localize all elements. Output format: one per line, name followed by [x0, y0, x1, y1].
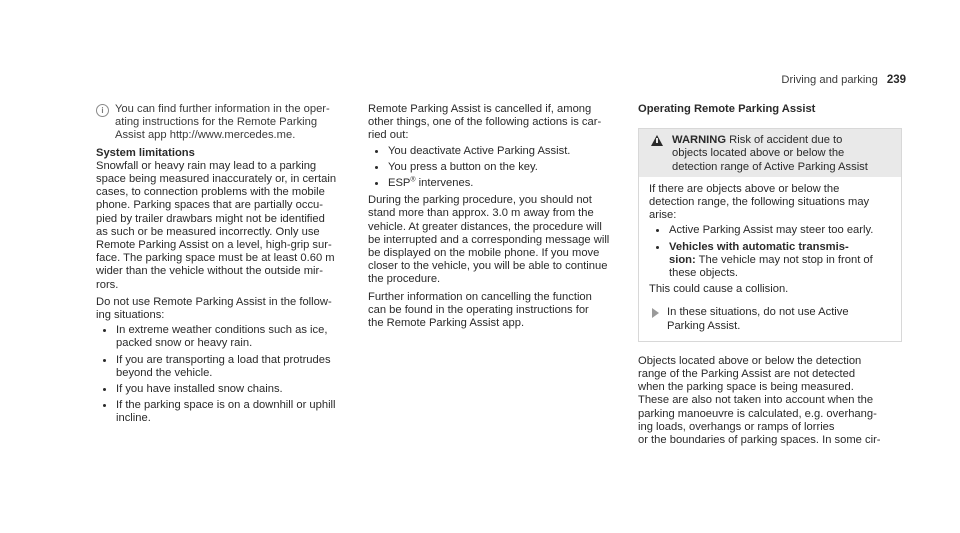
list-item: You press a button on the key. — [368, 161, 630, 174]
warning-body-text: If there are objects above or below the detection range, the following situations may arise: — [649, 182, 870, 222]
warning-title: WARNING Risk of accident due to objects located above or below the detection range of Active Parking Assist — [672, 134, 868, 173]
info-note-text: You can find further information in the oper- ating instructions for the Remote Parking Assist app http://www.mercedes.me. — [115, 103, 330, 142]
operating-title: Operating Remote Parking Assist — [638, 103, 816, 115]
info-icon: i — [96, 104, 109, 117]
list-item: ESP® intervenes. — [368, 177, 630, 190]
column-3 — [638, 103, 902, 447]
warning-header — [639, 129, 901, 177]
warning-box — [638, 128, 902, 342]
cancel-actions-list — [368, 145, 630, 191]
info-note — [96, 103, 358, 143]
page-number: 239 — [886, 74, 906, 86]
list-item: If the parking space is on a downhill or uphill incline. — [96, 399, 358, 425]
list-item: You deactivate Active Parking Assist. — [368, 145, 630, 158]
list-item: If you have installed snow chains. — [96, 383, 358, 396]
do-not-use-paragraph: Do not use Remote Parking Assist in the follow- ing situations: — [96, 295, 332, 322]
cancel-intro: Remote Parking Assist is cancelled if, among other things, one of the following actions is car- ried out: — [368, 103, 602, 142]
consequence-text: This could cause a collision. — [649, 283, 789, 296]
section-title: Driving and parking — [781, 74, 878, 86]
distance-paragraph: During the parking procedure, you should not stand more than approx. 3.0 m away from the vehicle. At greater distances, the procedure will be interrupted and a corresponding message will be displayed on the mobile phone. If you move closer to the vehicle, you will be able to continue the procedure. — [368, 194, 610, 286]
system-limitations-paragraph: Snowfall or heavy rain may lead to a parking space being measured inaccurately or, in certain cases, to connection problems with the mobile phone. Parking spaces that are partially occu- pied by trailer drawbars might not be identified as such or be measured incorrectly. Only use Remote Parking Assist on a level, high-grip sur- face. The parking space must be at least 0.60 m wider than the vehicle without the outside mir- rors. — [96, 159, 337, 291]
situations-list — [96, 324, 358, 425]
action-arrow-icon — [652, 308, 659, 318]
warning-body — [639, 177, 901, 341]
column-2 — [368, 103, 630, 330]
list-item: Vehicles with automatic transmis- sion: The vehicle may not stop in front of these objects. — [649, 241, 891, 281]
further-info-paragraph: Further information on cancelling the function can be found in the operating instructions for the Remote Parking Assist app. — [368, 290, 592, 330]
action-step — [649, 306, 891, 332]
warning-triangle-icon — [651, 135, 663, 146]
list-item: Active Parking Assist may steer too early. — [649, 224, 891, 237]
action-text: In these situations, do not use Active Parking Assist. — [667, 306, 849, 332]
detection-paragraph: Objects located above or below the detection range of the Parking Assist are not detected when the parking space is being measured. These are also not taken into account when the parking manoeuvre is calculated, e.g. overhang- ing loads, overhangs or ramps of lorries or the boundaries of parking spaces. In some cir- — [638, 354, 881, 447]
page-header — [781, 74, 906, 87]
warning-list — [649, 224, 891, 280]
list-item: In extreme weather conditions such as ice, packed snow or heavy rain. — [96, 324, 358, 350]
column-1 — [96, 103, 358, 429]
system-limitations-heading: System limitations — [96, 146, 195, 159]
list-item: If you are transporting a load that protrudes beyond the vehicle. — [96, 354, 358, 380]
